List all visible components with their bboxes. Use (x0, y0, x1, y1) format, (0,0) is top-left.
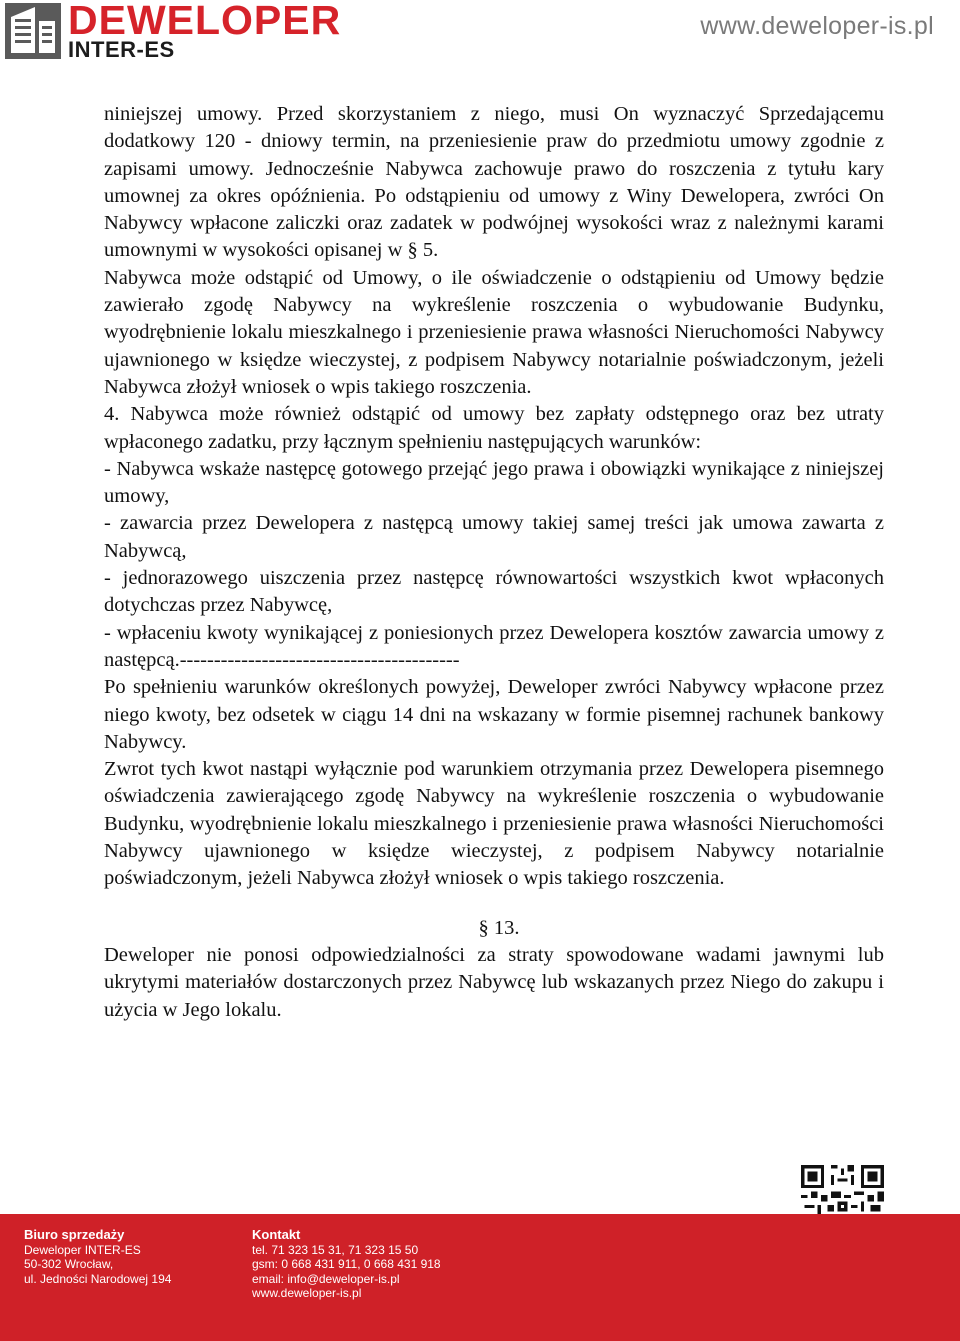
paragraph-point-4: 4. Nabywca może również odstąpić od umowy bez zapłaty odstępnego oraz bez utraty wpłaconego zadatku, przy łącznym spełnieniu następujących warunków: (104, 403, 884, 453)
condition-successor-payment: - jednorazowego uiszczenia przez następcę równowartości wszystkich kwot wpłaconych dotychczas przez Nabywcę, (104, 567, 884, 617)
sales-office-heading: Biuro sprzedaży (24, 1227, 125, 1242)
contact-phone: tel. 71 323 15 31, 71 323 15 50 (252, 1242, 419, 1257)
condition-successor: - Nabywca wskaże następcę gotowego przejąć jego prawa i obowiązki wynikające z niniejszej umowy, (104, 457, 884, 508)
contact-website[interactable]: www.deweloper-is.pl (252, 1286, 362, 1300)
page-footer (0, 1214, 960, 1341)
contact-email[interactable]: email: info@deweloper-is.pl (252, 1271, 400, 1286)
paragraph-liability: Deweloper nie ponosi odpowiedzialności za straty spowodowane wadami jawnymi lub ukrytymi materiałów dostarczonych przez Nabywcę lub wskazanych przez Niego do zakupu i użycia w Jego lokalu. (104, 943, 884, 1021)
contact-info (252, 1228, 441, 1301)
contact-mobile: gsm: 0 668 431 911, 0 668 431 918 (252, 1257, 441, 1271)
section-heading: § 13. (478, 916, 520, 939)
condition-cost-payment: - wpłaceniu kwoty wynikającej z poniesionych przez Dewelopera kosztów zawarcia umowy z następcą.----------------------------------------- (104, 621, 884, 671)
logo-subtitle: INTER-ES (68, 37, 175, 62)
paragraph-buyer-withdrawal-consent: Nabywca może odstąpić od Umowy, o ile oświadczenie o odstąpieniu od Umowy będzie zawierało zgodę Nabywcy na wykreślenie roszczenia o wybudowanie Budynku, wyodrębnienie lokalu mieszkalnego i przeniesienie prawa własności Nieruchomości Nabywcy ujawnionego w księdze wieczystej, z podpisem Nabywcy notarialnie poświadczonym, jeżeli Nabywca złożył wniosek o wpis takiego roszczenia. (104, 266, 884, 398)
logo-building-icon (5, 3, 61, 59)
sales-office-info (24, 1228, 171, 1286)
header-website-link[interactable]: www.deweloper-is.pl (700, 12, 934, 40)
paragraph-refund-condition: Zwrot tych kwot nastąpi wyłącznie pod warunkiem otrzymania przez Dewelopera pisemnego oświadczenia zawierającego zgodę Nabywcy na wykreślenie roszczenia o wybudowanie Budynku, wyodrębnienie lokalu mieszkalnego i przeniesienie prawa własności Nieruchomości Nabywcy ujawnionego w księdze wieczystej, z podpisem Nabywcy notarialnie poświadczonym, jeżeli Nabywca złożył wniosek o wpis takiego roszczenia. (104, 758, 884, 890)
document-body (104, 101, 884, 1024)
contact-heading: Kontakt (252, 1227, 301, 1242)
sales-office-company: Deweloper INTER-ES (24, 1242, 141, 1257)
sales-office-postcode: 50-302 Wrocław, (24, 1257, 114, 1271)
condition-contract-with-successor: - zawarcia przez Dewelopera z następcą umowy takiej samej treści jak umowa zawarta z Nabywcą, (104, 512, 884, 562)
page-header (0, 0, 960, 70)
paragraph-refund: Po spełnieniu warunków określonych powyżej, Deweloper zwróci Nabywcy wpłacone przez niego kwoty, bez odsetek w ciągu 14 dni na wskazany w formie pisemnej rachunek bankowy Nabywcy. (104, 676, 884, 753)
logo-title: DEWELOPER (68, 0, 342, 43)
sales-office-street: ul. Jedności Narodowej 194 (24, 1271, 172, 1286)
paragraph-withdrawal-developer-fault: niniejszej umowy. Przed skorzystaniem z niego, musi On wyznaczyć Sprzedającemu dodatkowy 120 - dniowy termin, na przeniesienie praw do przedmiotu umowy zgodnie z zapisami umowy. Jednocześnie Nabywca zachowuje prawo do roszczenia z tytułu kary umownej za okres opóźnienia. Po odstąpieniu od umowy z Winy Dewelopera, zwróci On Nabywcy wpłacone zaliczki oraz zadatek w podwójnej wysokości wraz z należnymi karami umownymi w wysokości opisanej w § 5. (104, 103, 884, 262)
